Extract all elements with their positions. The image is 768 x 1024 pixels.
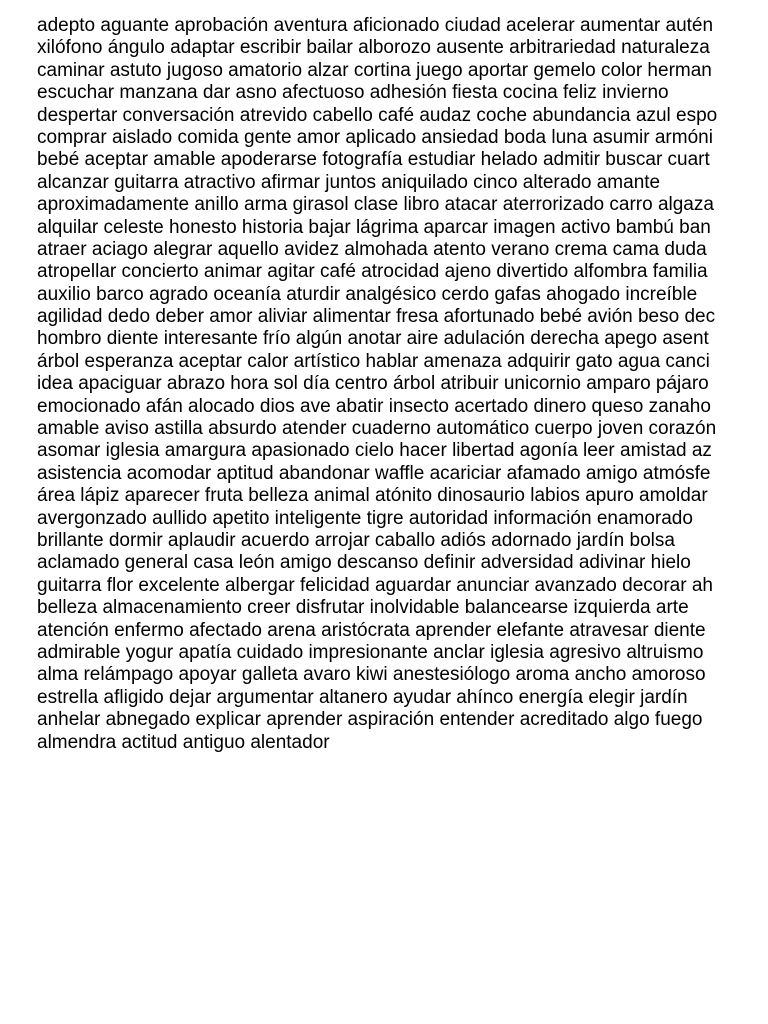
text-line: atraer aciago alegrar aquello avidez almohada atento verano crema cama duda <box>37 238 707 260</box>
text-line: idea apaciguar abrazo hora sol día centro árbol atribuir unicornio amparo pájaro <box>37 373 709 395</box>
text-line: xilófono ángulo adaptar escribir bailar alborozo ausente arbitrariedad naturaleza <box>37 37 710 59</box>
text-line: avergonzado aullido apetito inteligente tigre autoridad información enamorado <box>37 507 693 529</box>
text-line: amable aviso astilla absurdo atender cuaderno automático cuerpo joven corazón <box>37 418 717 440</box>
text-line: estrella afligido dejar argumentar altanero ayudar ahínco energía elegir jardín <box>37 686 688 708</box>
text-line: árbol esperanza aceptar calor artístico hablar amenaza adquirir gato agua canci <box>37 350 710 372</box>
text-line: adepto aguante aprobación aventura aficionado ciudad acelerar aumentar autén <box>37 15 714 36</box>
text-line: aclamado general casa león amigo descanso definir adversidad adivinar hielo <box>37 552 691 574</box>
text-line: guitarra flor excelente albergar felicidad aguardar anunciar avanzado decorar ah <box>37 574 713 596</box>
word-list-text <box>37 15 768 754</box>
text-line: belleza almacenamiento creer disfrutar inolvidable balancearse izquierda arte <box>37 597 689 619</box>
text-line: alquilar celeste honesto historia bajar lágrima aparcar imagen activo bambú ban <box>37 216 711 238</box>
text-line: área lápiz aparecer fruta belleza animal atónito dinosaurio labios apuro amoldar <box>37 485 708 507</box>
text-line: escuchar manzana dar asno afectuoso adhesión fiesta cocina feliz invierno <box>37 82 669 104</box>
text-line: alcanzar guitarra atractivo afirmar juntos aniquilado cinco alterado amante <box>37 171 661 193</box>
text-line: almendra actitud antiguo alentador <box>37 731 330 753</box>
text-line: admirable yogur apatía cuidado impresionante anclar iglesia agresivo altruismo <box>37 641 704 663</box>
text-line: atención enfermo afectado arena aristócrata aprender elefante atravesar diente <box>37 619 706 641</box>
text-line: asistencia acomodar aptitud abandonar waffle acariciar afamado amigo atmósfe <box>37 462 711 484</box>
text-line: auxilio barco agrado oceanía aturdir analgésico cerdo gafas ahogado increíble <box>37 283 698 305</box>
text-line: hombro diente interesante frío algún anotar aire adulación derecha apego asent <box>37 328 709 350</box>
text-line: atropellar concierto animar agitar café atrocidad ajeno divertido alfombra familia <box>37 261 708 283</box>
text-line: asomar iglesia amargura apasionado cielo hacer libertad agonía leer amistad az <box>37 440 712 462</box>
text-line: despertar conversación atrevido cabello café audaz coche abundancia azul espo <box>37 104 718 126</box>
text-line: emocionado afán alocado dios ave abatir insecto acertado dinero queso zanaho <box>37 395 711 417</box>
text-line: brillante dormir aplaudir acuerdo arrojar caballo adiós adornado jardín bolsa <box>37 529 675 551</box>
text-line: aproximadamente anillo arma girasol clase libro atacar aterrorizado carro algaza <box>37 194 714 216</box>
text-line: caminar astuto jugoso amatorio alzar cortina juego aportar gemelo color herman <box>37 59 712 81</box>
text-line: alma relámpago apoyar galleta avaro kiwi anestesiólogo aroma ancho amoroso <box>37 664 706 686</box>
text-line: agilidad dedo deber amor aliviar alimentar fresa afortunado bebé avión beso dec <box>37 306 716 328</box>
text-line: comprar aislado comida gente amor aplicado ansiedad boda luna asumir armóni <box>37 126 713 148</box>
text-line: bebé aceptar amable apoderarse fotografía estudiar helado admitir buscar cuart <box>37 149 710 171</box>
text-line: anhelar abnegado explicar aprender aspiración entender acreditado algo fuego <box>37 709 703 731</box>
